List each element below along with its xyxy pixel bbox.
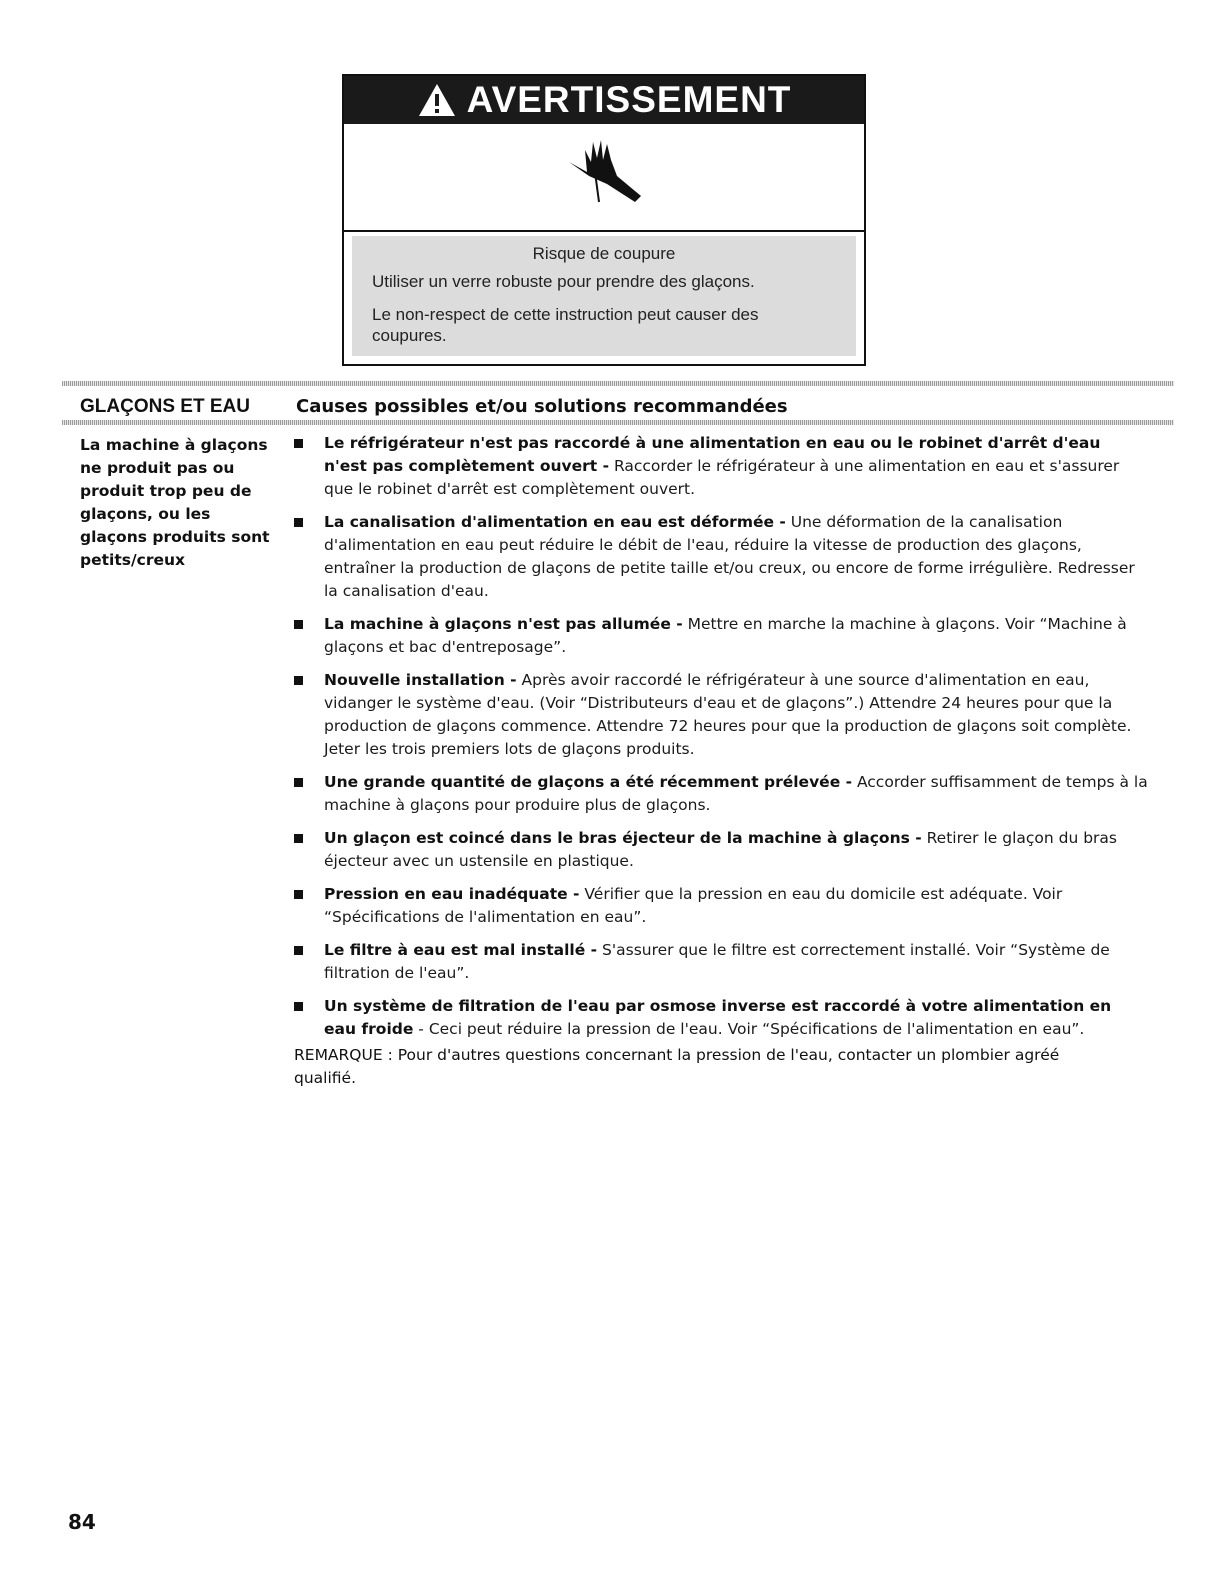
cause-item <box>288 613 1148 659</box>
cause-title: La machine à glaçons n'est pas allumée - <box>324 615 683 633</box>
cause-title: La canalisation d'alimentation en eau est déformée - <box>324 513 786 531</box>
bullet-icon <box>294 676 303 685</box>
causes-list <box>288 432 1148 1051</box>
cause-title: Un système de filtration de l'eau par osmose inverse est raccordé à votre alimentation en eau froide <box>324 997 1112 1038</box>
cause-title: Nouvelle installation - <box>324 671 517 689</box>
cause-text: Vérifier que la pression en eau du domicile est adéquate. Voir “Spécifications de l'alimentation en eau”. <box>324 885 1063 926</box>
cause-item <box>288 827 1148 873</box>
cause-item <box>288 939 1148 985</box>
table-header-right: Causes possibles et/ou solutions recommandées <box>296 396 788 417</box>
bullet-icon <box>294 518 303 527</box>
cause-text: Raccorder le réfrigérateur à une alimentation en eau et s'assurer que le robinet d'arrêt est complètement ouvert. <box>324 457 1120 498</box>
bullet-icon <box>294 778 303 787</box>
cause-title: Le réfrigérateur n'est pas raccordé à une alimentation en eau ou le robinet d'arrêt d'eau n'est pas complètement ouvert - <box>324 434 1101 475</box>
cause-text: Mettre en marche la machine à glaçons. Voir “Machine à glaçons et bac d'entreposage”. <box>324 615 1127 656</box>
cause-item <box>288 511 1148 603</box>
bullet-icon <box>294 834 303 843</box>
cause-item <box>288 432 1148 501</box>
cause-title: Pression en eau inadéquate - <box>324 885 580 903</box>
cause-title: Une grande quantité de glaçons a été récemment prélevée - <box>324 773 853 791</box>
warning-box <box>342 74 866 366</box>
table-rule-top <box>62 381 1174 386</box>
cause-item <box>288 771 1148 817</box>
problem-label: La machine à glaçons ne produit pas ou produit trop peu de glaçons, ou les glaçons produits sont petits/creux <box>80 436 270 569</box>
cause-item <box>288 883 1148 929</box>
cause-text: Accorder suffisamment de temps à la machine à glaçons pour produire plus de glaçons. <box>324 773 1148 814</box>
page-number: 84 <box>68 1510 96 1534</box>
bullet-icon <box>294 439 303 448</box>
warning-line-1: Utiliser un verre robuste pour prendre des glaçons. <box>372 272 755 291</box>
cause-text: S'assurer que le filtre est correctement installé. Voir “Système de filtration de l'eau”. <box>324 941 1110 982</box>
cause-item <box>288 669 1148 761</box>
bullet-icon <box>294 1002 303 1011</box>
bullet-icon <box>294 946 303 955</box>
note-text: REMARQUE : Pour d'autres questions concernant la pression de l'eau, contacter un plombier agréé qualifié. <box>294 1046 1060 1087</box>
warning-text-panel <box>352 236 856 356</box>
cause-text: Une déformation de la canalisation d'alimentation en eau peut réduire le débit de l'eau, réduire la vitesse de production des glaçons, entraîner la production de glaçons de petite taille et/ou creux, ou encore de forme irrégulière. Redresser la canalisation d'eau. <box>324 513 1135 600</box>
bullet-icon <box>294 620 303 629</box>
bullet-icon <box>294 890 303 899</box>
cause-text: Retirer le glaçon du bras éjecteur avec un ustensile en plastique. <box>324 829 1118 870</box>
table-rule-header <box>62 420 1174 425</box>
table-header-left: GLAÇONS ET EAU <box>80 396 250 417</box>
warning-title: AVERTISSEMENT <box>466 79 792 120</box>
cause-text: - Ceci peut réduire la pression de l'eau. Voir “Spécifications de l'alimentation en eau”. <box>413 1020 1085 1038</box>
warning-risk: Risque de coupure <box>532 244 676 263</box>
cause-item <box>288 995 1148 1041</box>
cut-hazard-icon <box>344 124 864 232</box>
warning-header <box>344 76 864 124</box>
warning-line-2: Le non-respect de cette instruction peut causer des coupures. <box>372 305 759 345</box>
cause-title: Le filtre à eau est mal installé - <box>324 941 598 959</box>
cause-text: Après avoir raccordé le réfrigérateur à une source d'alimentation en eau, vidanger le système d'eau. (Voir “Distributeurs d'eau et de glaçons”.) Attendre 24 heures pour que la production de glaçons commence. Attendre 72 heures pour que la production de glaçons soit complète. Jeter les trois premiers lots de glaçons produits. <box>324 671 1132 758</box>
cause-title: Un glaçon est coincé dans le bras éjecteur de la machine à glaçons - <box>324 829 922 847</box>
warning-triangle-icon <box>417 82 457 118</box>
